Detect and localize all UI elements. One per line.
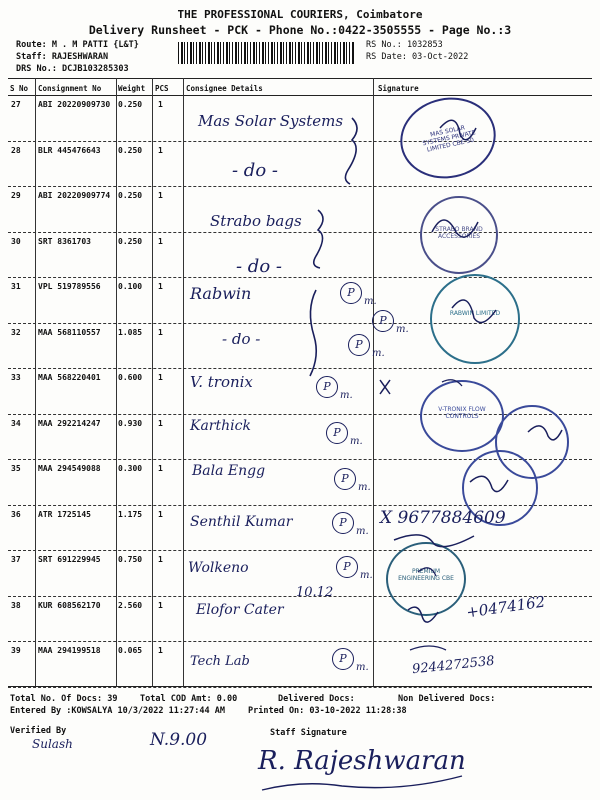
cell-consignment-no: KUR 608562170: [38, 600, 101, 610]
cell-weight: 1.085: [118, 327, 143, 337]
cell-weight: 0.750: [118, 555, 143, 564]
m-mark: m.: [350, 436, 363, 447]
cell-sno: 37: [11, 555, 21, 564]
cell-weight: 0.250: [118, 145, 143, 155]
cell-weight: 0.600: [118, 373, 143, 382]
route-label: Route: M . M PATTI {L&T}: [16, 40, 139, 50]
p-circle-mark: P: [340, 282, 362, 304]
cell-consignment-no: ATR 1725145: [38, 509, 91, 519]
col-header-signature: Signature: [378, 84, 419, 93]
company-stamp: PREMIUM ENGINEERING CBE: [386, 542, 466, 616]
cell-weight: 0.930: [118, 418, 143, 428]
cell-sno: 29: [11, 191, 21, 200]
handwritten-consignee: - do -: [236, 256, 282, 277]
verified-by-label: Verified By: [10, 726, 67, 736]
cell-weight: 1.175: [118, 509, 143, 519]
p-circle-mark: P: [332, 512, 354, 534]
handwritten-consignee: Rabwin: [190, 284, 252, 303]
handwritten-phone: +0474162: [465, 592, 547, 622]
handwritten-consignee: Elofor Cater: [196, 602, 284, 618]
m-mark: m.: [358, 482, 371, 493]
total-cod-amount: Total COD Amt: 0.00: [140, 694, 238, 704]
runsheet-subtitle: Delivery Runsheet - PCK - Phone No.:0422-3505555 - Page No.:3: [88, 23, 512, 37]
m-mark: m.: [356, 526, 369, 537]
cell-pcs: 1: [158, 191, 163, 200]
cell-sno: 30: [11, 236, 21, 246]
handwritten-phone: X 9677884609: [380, 508, 506, 528]
m-mark: m.: [340, 390, 353, 401]
cell-consignment-no: MAA 292214247: [38, 418, 101, 428]
handwritten-initials: N.9.00: [150, 730, 208, 750]
cell-pcs: 1: [158, 600, 163, 610]
cell-pcs: 1: [158, 327, 163, 337]
handwritten-consignee: Strabo bags: [210, 212, 302, 230]
cell-sno: 28: [11, 145, 21, 155]
col-header-pcs: PCS: [155, 84, 169, 93]
rs-number: RS No.: 1032853: [366, 40, 443, 50]
cell-sno: 27: [11, 100, 21, 109]
cell-weight: 0.300: [118, 464, 143, 473]
drs-number: DRS No.: DCJB103285303: [16, 64, 129, 74]
cell-consignment-no: MAA 294549088: [38, 464, 101, 473]
m-mark: m.: [364, 296, 377, 307]
m-mark: m.: [360, 570, 373, 581]
cell-weight: 0.100: [118, 282, 143, 291]
company-stamp: V-TRONIX FLOW CONTROLS: [420, 380, 504, 452]
cell-sno: 36: [11, 509, 21, 519]
staff-signature-label: Staff Signature: [270, 728, 347, 738]
handwritten-consignee: Karthick: [190, 418, 251, 434]
cell-weight: 0.250: [118, 191, 143, 200]
handwritten-consignee: Senthil Kumar: [190, 514, 293, 530]
company-stamp: MAS SOLAR SYSTEMS PRIVATE LIMITED CBE-50: [393, 89, 504, 187]
verified-by-signature: Sulash: [32, 737, 73, 751]
m-mark: m.: [372, 348, 385, 359]
cell-pcs: 1: [158, 646, 163, 655]
p-circle-mark: P: [372, 310, 394, 332]
p-circle-mark: P: [348, 334, 370, 356]
handwritten-consignee: Tech Lab: [190, 654, 250, 669]
cell-weight: 0.065: [118, 646, 143, 655]
cell-sno: 33: [11, 373, 21, 382]
cell-consignment-no: MAA 568220401: [38, 373, 101, 382]
col-header-consignment: Consignment No: [38, 84, 102, 93]
col-header-sno: S No: [10, 84, 29, 93]
col-header-weight: Weight: [118, 84, 146, 93]
cell-consignment-no: ABI 20220909730: [38, 100, 111, 109]
cell-pcs: 1: [158, 464, 163, 473]
cell-consignment-no: BLR 445476643: [38, 145, 101, 155]
p-circle-mark: P: [334, 468, 356, 490]
cell-pcs: 1: [158, 373, 163, 382]
cell-consignment-no: VPL 519789556: [38, 282, 101, 291]
cell-consignment-no: SRT 691229945: [38, 555, 101, 564]
cell-consignment-no: SRT 8361703: [38, 236, 91, 246]
printed-on: Printed On: 03-10-2022 11:28:38: [248, 706, 407, 716]
handwritten-date: 10.12: [296, 585, 334, 600]
total-docs: Total No. Of Docs: 39: [10, 694, 118, 704]
cell-weight: 0.250: [118, 236, 143, 246]
m-mark: m.: [356, 662, 369, 673]
non-delivered-docs: Non Delivered Docs:: [398, 694, 496, 704]
cell-pcs: 1: [158, 236, 163, 246]
p-circle-mark: P: [316, 376, 338, 398]
handwritten-consignee: Wolkeno: [188, 560, 249, 576]
p-circle-mark: P: [332, 648, 354, 670]
p-circle-mark: P: [326, 422, 348, 444]
cell-sno: 39: [11, 646, 21, 655]
cell-pcs: 1: [158, 418, 163, 428]
cell-sno: 38: [11, 600, 21, 610]
company-stamp: STRABO BRAND ACCESSORIES: [420, 196, 498, 274]
delivered-docs: Delivered Docs:: [278, 694, 355, 704]
cell-consignment-no: MAA 294199518: [38, 646, 101, 655]
company-stamp: RABWIN LIMITED: [430, 274, 520, 364]
cell-pcs: 1: [158, 555, 163, 564]
company-title: THE PROFESSIONAL COURIERS, Coimbatore: [177, 8, 423, 21]
p-circle-mark: P: [336, 556, 358, 578]
cell-pcs: 1: [158, 100, 163, 109]
cell-consignment-no: ABI 20220909774: [38, 191, 111, 200]
entered-by: Entered By :KOWSALYA 10/3/2022 11:27:44 AM: [10, 706, 225, 716]
cell-pcs: 1: [158, 509, 163, 519]
cell-sno: 32: [11, 327, 21, 337]
rs-date: RS Date: 03-Oct-2022: [366, 52, 469, 62]
handwritten-consignee: Bala Engg: [192, 463, 266, 479]
handwritten-consignee: - do -: [222, 330, 261, 348]
cell-consignment-no: MAA 568110557: [38, 327, 101, 337]
cell-pcs: 1: [158, 145, 163, 155]
handwritten-consignee: - do -: [232, 160, 278, 181]
handwritten-consignee: Mas Solar Systems: [198, 112, 344, 130]
cell-weight: 0.250: [118, 100, 143, 109]
cell-weight: 2.560: [118, 600, 143, 610]
cell-sno: 35: [11, 464, 21, 473]
m-mark: m.: [396, 324, 409, 335]
cell-sno: 31: [11, 282, 21, 291]
staff-signature: R. Rajeshwaran: [258, 746, 466, 776]
cell-pcs: 1: [158, 282, 163, 291]
handwritten-phone: 9244272538: [411, 653, 496, 678]
handwritten-consignee: V. tronix: [190, 373, 253, 391]
cell-sno: 34: [11, 418, 21, 428]
col-header-consignee: Consignee Details: [186, 84, 263, 93]
staff-label: Staff: RAJESHWARAN: [16, 52, 109, 62]
